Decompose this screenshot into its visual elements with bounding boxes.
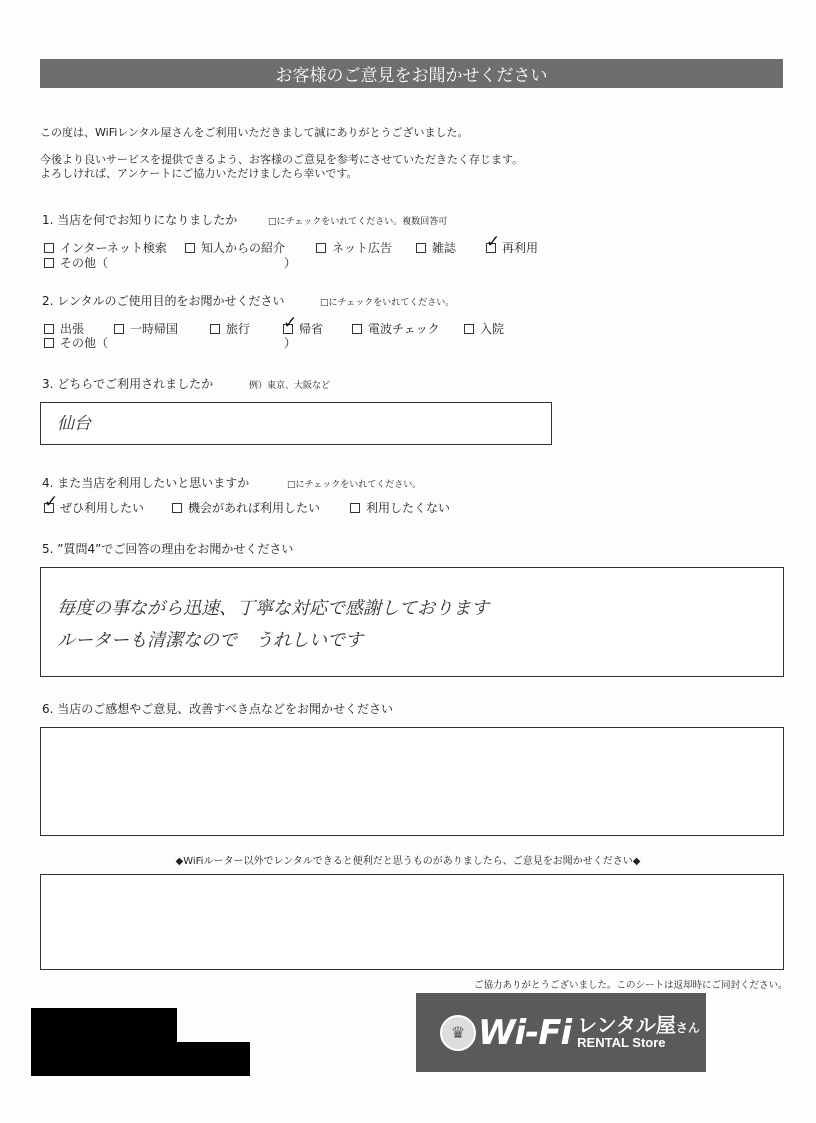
- q7-title: ◆WiFiルーター以外でレンタルできると便利だと思うものがありましたら、ご意見をお聞かせください◆: [175, 856, 641, 867]
- checkbox[interactable]: [114, 324, 124, 334]
- q2-option-temporary-return[interactable]: [114, 320, 178, 337]
- option-label: インターネット検索: [60, 241, 167, 255]
- intro-line-1: この度は、WiFiレンタル屋さんをご利用いただきまして誠にありがとうございました。: [40, 126, 469, 139]
- option-label: 一時帰国: [130, 322, 179, 336]
- q6-answer-box[interactable]: [40, 727, 784, 836]
- q4-option-definitely[interactable]: [44, 499, 144, 516]
- q5-answer-line-2: ルーターも清潔なので うれしいです: [57, 630, 363, 651]
- option-label: 雑誌: [432, 241, 457, 255]
- checkbox[interactable]: [44, 243, 54, 253]
- q6-title: 6. 当店のご感想やご意見、改善すべき点などをお聞かせください: [42, 702, 394, 716]
- option-label: 入院: [480, 322, 505, 336]
- logo-text-group: [577, 1015, 700, 1050]
- checkbox[interactable]: [44, 338, 54, 348]
- checkbox-checked[interactable]: [44, 503, 54, 513]
- logo-jp-text: [577, 1015, 700, 1035]
- intro-line-3: よろしければ、アンケートにご協力いただけましたら幸いです。: [40, 167, 358, 180]
- q5-title: 5. ”質問4”でご回答の理由をお聞かせください: [42, 542, 294, 556]
- q2-other-close: ）: [284, 336, 297, 350]
- q4-title: 4. また当店を利用したいと思いますか: [42, 476, 250, 490]
- checkbox[interactable]: [172, 503, 182, 513]
- option-label: ネット広告: [332, 241, 393, 255]
- logo-wifi-text: Wi-Fi: [478, 1012, 572, 1053]
- brand-logo: [416, 993, 706, 1072]
- option-label: 機会があれば利用したい: [188, 501, 321, 515]
- q2-option-travel[interactable]: [210, 320, 250, 337]
- q3-note: 例）東京、大阪など: [249, 381, 331, 391]
- checkbox[interactable]: [464, 324, 474, 334]
- logo-en-text: RENTAL Store: [577, 1035, 666, 1050]
- q1-other-close: ）: [284, 256, 297, 270]
- checkbox[interactable]: [352, 324, 362, 334]
- logo-jp-main: レンタル屋: [577, 1013, 676, 1037]
- q1-option-referral[interactable]: [185, 239, 285, 256]
- checkbox[interactable]: [350, 503, 360, 513]
- option-label: その他（: [60, 256, 109, 270]
- q4-option-no[interactable]: [350, 499, 450, 516]
- q5-answer-line-1: 毎度の事ながら迅速、丁寧な対応で感謝しております: [57, 598, 489, 619]
- q2-title: 2. レンタルのご使用目的をお聞かせください: [42, 294, 285, 308]
- q1-option-other[interactable]: [44, 254, 108, 271]
- checkbox[interactable]: [416, 243, 426, 253]
- redacted-block: [31, 1042, 250, 1076]
- q4-option-if-chance[interactable]: [172, 499, 320, 516]
- q1-option-net-ad[interactable]: [316, 239, 392, 256]
- q1-title: 1. 当店を何でお知りになりましたか: [42, 213, 238, 227]
- option-label: 出張: [60, 322, 85, 336]
- q7-answer-box[interactable]: [40, 874, 784, 970]
- checkbox[interactable]: [44, 258, 54, 268]
- intro-line-2: 今後より良いサービスを提供できるよう、お客様のご意見を参考にさせていただきたく存じます。: [40, 153, 524, 166]
- q3-title: 3. どちらでご利用されましたか: [42, 377, 214, 391]
- option-label: 利用したくない: [366, 501, 451, 515]
- crown-icon: ♛: [440, 1015, 476, 1051]
- checkbox[interactable]: [185, 243, 195, 253]
- checkbox[interactable]: [210, 324, 220, 334]
- checkbox-checked[interactable]: [486, 243, 496, 253]
- q3-answer-box[interactable]: [40, 402, 552, 445]
- option-label: 帰省: [299, 322, 324, 336]
- footer-thanks: ご協力ありがとうございました。このシートは返却時にご同封ください。: [474, 980, 788, 991]
- q2-note: □にチェックをいれてください。: [320, 298, 455, 308]
- checkbox[interactable]: [316, 243, 326, 253]
- checkbox[interactable]: [44, 324, 54, 334]
- logo-jp-small: さん: [675, 1021, 700, 1035]
- checkbox-checked[interactable]: [283, 324, 293, 334]
- page-title: お客様のご意見をお聞かせください: [40, 59, 783, 88]
- option-label: 知人からの紹介: [201, 241, 286, 255]
- option-label: ぜひ利用したい: [60, 501, 145, 515]
- q5-answer-box[interactable]: [40, 567, 784, 677]
- q3-answer-text: 仙台: [57, 414, 91, 434]
- redacted-block: [31, 1008, 177, 1044]
- q2-option-other[interactable]: [44, 334, 108, 351]
- q2-option-hospital[interactable]: [464, 320, 504, 337]
- q4-note: □にチェックをいれてください。: [287, 480, 422, 490]
- q1-option-magazine[interactable]: [416, 239, 456, 256]
- q1-note: □にチェックをいれてください。複数回答可: [268, 217, 448, 227]
- option-label: 旅行: [226, 322, 251, 336]
- q2-option-signal-check[interactable]: [352, 320, 440, 337]
- option-label: 再利用: [502, 241, 539, 255]
- option-label: 電波チェック: [368, 322, 440, 336]
- option-label: その他（: [60, 336, 109, 350]
- q1-option-reuse[interactable]: [486, 239, 538, 256]
